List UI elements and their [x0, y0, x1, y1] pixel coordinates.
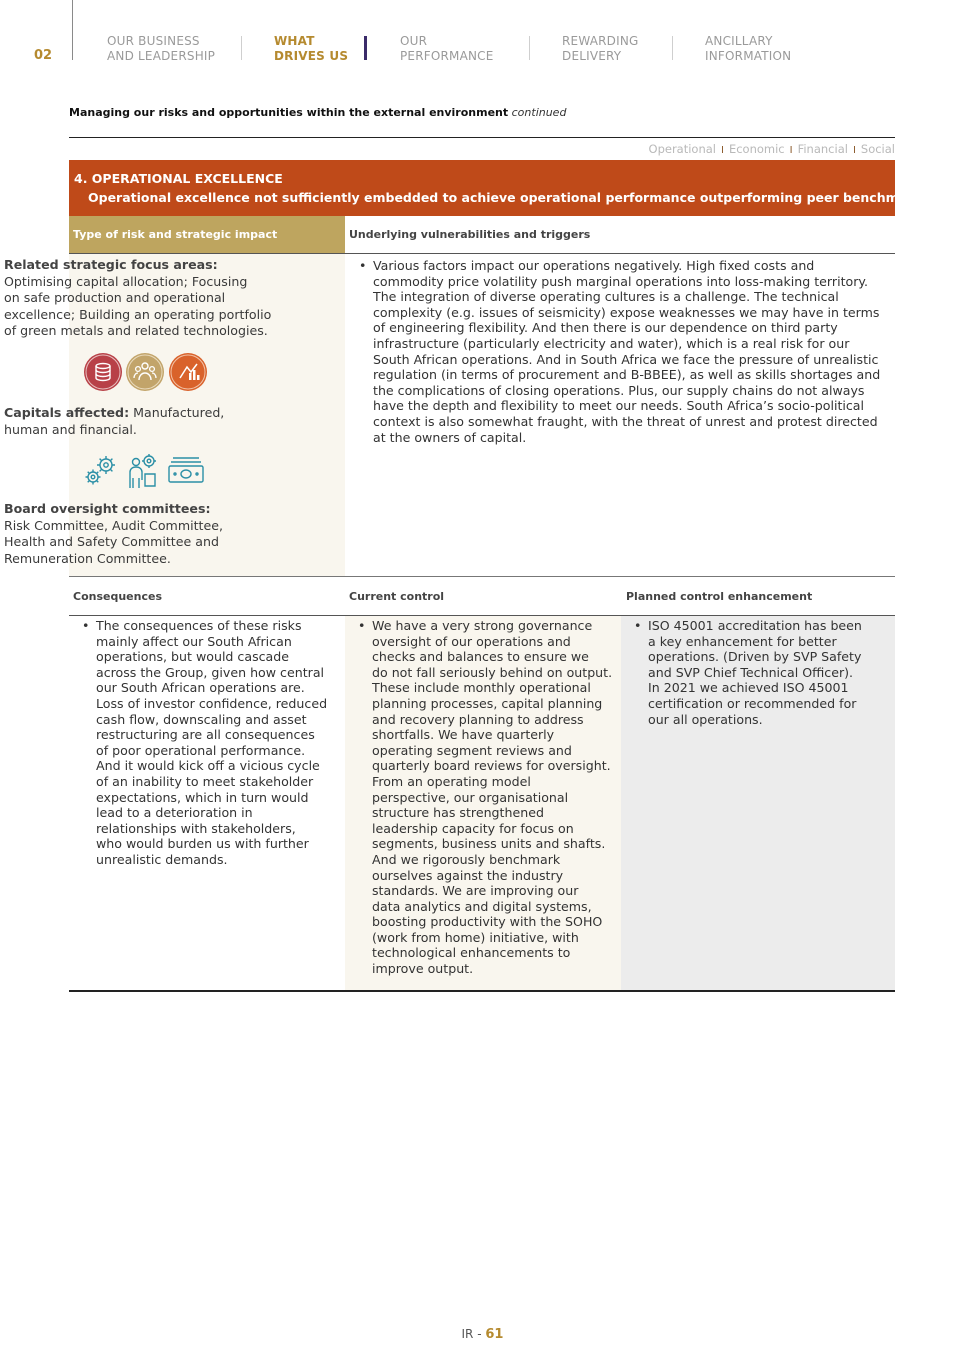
text-line: • The consequences of these risks [96, 618, 302, 633]
text-line: restructuring are all consequences [96, 727, 315, 743]
tag-separator: I [789, 145, 793, 156]
nav-label-line2: INFORMATION [705, 49, 792, 63]
text-line: standards. We are improving our [372, 883, 579, 899]
nav-label-line1: REWARDING [562, 34, 639, 48]
text-line: context is also somewhat fraught, with the threat of unrest and protest directed [373, 413, 878, 429]
nav-separator [672, 36, 673, 60]
text-line: and SVP Chief Technical Officer). [648, 664, 854, 680]
text-line: commodity price volatility push marginal operations into loss-making territory. [373, 273, 869, 289]
text-line: a key enhancement for better [648, 633, 837, 649]
text-line: lead to a deterioration in [96, 805, 253, 821]
consequences-text [82, 618, 352, 868]
green-metals-icon [169, 353, 207, 391]
text-line: unrealistic demands. [96, 851, 228, 867]
nav-item-rewarding-delivery[interactable] [562, 34, 639, 64]
text-line: have the depth and flexibility to meet our needs. South Africa’s socio-political [373, 398, 865, 414]
text-line: complexity (e.g. issues of seismicity) expose weaknesses we may have in terms [373, 304, 880, 320]
nav-item-our-performance[interactable] [400, 34, 494, 64]
text-line: who would burden us with further [96, 836, 309, 852]
strategic-focus-line: Optimising capital allocation; Focusing [4, 273, 248, 289]
nav-separator [529, 36, 530, 60]
text-line: improve output. [372, 961, 474, 977]
text-line: • We have a very strong governance [372, 618, 593, 633]
text-line: regulation (in terms of procurement and B-BBEE), as well as skills shortages and [373, 367, 881, 383]
risk-banner [69, 160, 929, 216]
board-oversight-line: Health and Safety Committee and [4, 534, 219, 549]
nav-label-line1: WHAT [274, 34, 315, 48]
text-line: Loss of investor confidence, reduced [96, 695, 328, 711]
text-line: perspective, our organisational [372, 789, 569, 805]
board-oversight-label: Board oversight committees: [4, 501, 211, 516]
text-line: mainly affect our South African [96, 633, 292, 649]
strategic-focus-line: on safe production and operational [4, 290, 226, 305]
strategic-focus-line: of green metals and related technologies. [4, 323, 268, 338]
text-line: boosting productivity with the SOHO [372, 914, 603, 930]
text-line: structure has strengthened [372, 805, 544, 821]
text-line: our South African operations are. [96, 680, 305, 696]
section-rule [69, 576, 895, 577]
table-bottom-rule [69, 990, 895, 992]
text-line: And it would kick off a vicious cycle [96, 758, 320, 774]
risk-title: 4. OPERATIONAL EXCELLENCE [74, 171, 283, 186]
nav-label-line2: DRIVES US [274, 49, 349, 63]
column-header-vulnerabilities [345, 216, 895, 253]
board-oversight-line: Risk Committee, Audit Committee, [4, 517, 223, 533]
page-subtitle [69, 106, 566, 119]
text-line: shortfalls. We have quarterly [372, 727, 555, 743]
nav-label-line1: OUR BUSINESS [107, 34, 200, 48]
board-oversight-line: Remuneration Committee. [4, 550, 171, 566]
text-line: planning processes, capital planning [372, 695, 603, 711]
column-header-planned-enhancement: Planned control enhancement [626, 590, 813, 603]
tag-financial: Financial [797, 142, 848, 156]
text-line: operating segment reviews and [372, 742, 572, 758]
text-line: of poor operational performance. [96, 742, 306, 758]
capitals-line: Manufactured, [133, 405, 225, 420]
text-line: technological enhancements to [372, 945, 571, 961]
page-footer [0, 1327, 965, 1342]
text-line: (work from home) initiative, with [372, 929, 579, 945]
text-line: the complications of closing operations. Plus, our supply chains do not always [373, 382, 865, 398]
capitals-label: Capitals affected: [4, 405, 130, 420]
text-line: And we rigorously benchmark [372, 851, 561, 867]
footer-prefix: IR - [461, 1327, 482, 1341]
strategic-focus-block [4, 257, 271, 340]
column-header-current-control: Current control [349, 590, 445, 603]
risk-description: Operational excellence not sufficiently embedded to achieve operational performance outperforming peer benchmarks [88, 190, 929, 205]
nav-item-our-business[interactable] [107, 34, 215, 64]
header-label: Type of risk and strategic impact [73, 228, 278, 241]
human-capital-icon [125, 452, 161, 490]
text-line: do not fall seriously behind on output. [372, 664, 613, 680]
text-line: and recovery planning to address [372, 711, 584, 727]
capitals-affected-block [4, 405, 224, 438]
footer-page-number: 61 [485, 1327, 504, 1342]
text-line: South African operations. And in South Africa we face the pressure of unrealistic [373, 351, 879, 367]
text-line: oversight of our operations and [372, 633, 571, 649]
text-line: These include monthly operational [372, 680, 591, 696]
planned-enhancement-text [634, 618, 904, 727]
text-line: across the Group, given how central [96, 664, 325, 680]
table-top-rule [69, 137, 895, 138]
strategic-focus-label: Related strategic focus areas: [4, 257, 218, 272]
tag-separator: I [852, 145, 856, 156]
tag-operational: Operational [648, 142, 716, 156]
text-line: In 2021 we achieved ISO 45001 [648, 680, 849, 696]
text-line: ourselves against the industry [372, 867, 564, 883]
manufactured-capital-icon [82, 452, 122, 490]
text-line: cash flow, downscaling and asset [96, 711, 307, 727]
text-line: • Various factors impact our operations negatively. High fixed costs and [373, 258, 815, 273]
nav-label-line2: DELIVERY [562, 49, 622, 63]
text-line: leadership capacity for focus on [372, 820, 574, 836]
tag-social: Social [860, 142, 895, 156]
text-line: • ISO 45001 accreditation has been [648, 618, 862, 633]
nav-divider [72, 0, 73, 60]
text-line: at the owners of capital. [373, 429, 527, 445]
nav-item-what-drives-us[interactable] [274, 34, 348, 64]
text-line: segments, business units and shafts. [372, 836, 606, 852]
text-line: operations. (Driven by SVP Safety [648, 649, 862, 665]
header-label: Underlying vulnerabilities and triggers [349, 228, 591, 241]
text-line: our all operations. [648, 711, 763, 727]
nav-label-line1: OUR [400, 34, 428, 48]
risk-category-tags [649, 142, 895, 156]
nav-active-indicator [364, 36, 367, 60]
text-line: The integration of diverse operating cultures is a challenge. The technical [373, 289, 839, 305]
nav-item-ancillary-information[interactable] [705, 34, 791, 64]
vulnerabilities-text [359, 258, 893, 445]
text-line: of an inability to meet stakeholder [96, 773, 314, 789]
text-line: expectations, which in turn would [96, 789, 309, 805]
text-line: of engineering flexibility. And then there is our dependence on third party [373, 320, 838, 336]
capital-allocation-icon [84, 353, 122, 391]
text-line: checks and balances to ensure we [372, 649, 589, 665]
financial-capital-icon [166, 452, 206, 490]
nav-label-line1: ANCILLARY [705, 34, 773, 48]
subtitle-main: Managing our risks and opportunities within the external environment [69, 106, 509, 119]
tag-economic: Economic [728, 142, 785, 156]
subtitle-continued: continued [511, 106, 567, 119]
text-line: quarterly board reviews for oversight. [372, 758, 611, 774]
section-number: 02 [34, 48, 53, 63]
nav-label-line2: AND LEADERSHIP [107, 49, 216, 63]
text-line: relationships with stakeholders, [96, 820, 296, 836]
current-control-text [358, 618, 630, 977]
people-safety-icon [126, 353, 164, 391]
text-line: data analytics and digital systems, [372, 898, 592, 914]
text-line: certification or recommended for [648, 695, 857, 711]
column-header-risk-type [69, 216, 345, 253]
text-line: infrastructure (particularly electricity and water), which is a real risk for our [373, 335, 850, 351]
tag-separator: I [721, 145, 724, 156]
column-header-consequences: Consequences [73, 590, 162, 603]
text-line: From an operating model [372, 773, 531, 789]
text-line: operations, but would cascade [96, 649, 290, 665]
nav-label-line2: PERFORMANCE [400, 49, 494, 63]
nav-separator [241, 36, 242, 60]
top-navigation [0, 0, 965, 80]
capitals-line: human and financial. [4, 421, 137, 437]
board-oversight-block [4, 501, 223, 567]
strategic-focus-line: excellence; Building an operating portfolio [4, 306, 272, 322]
